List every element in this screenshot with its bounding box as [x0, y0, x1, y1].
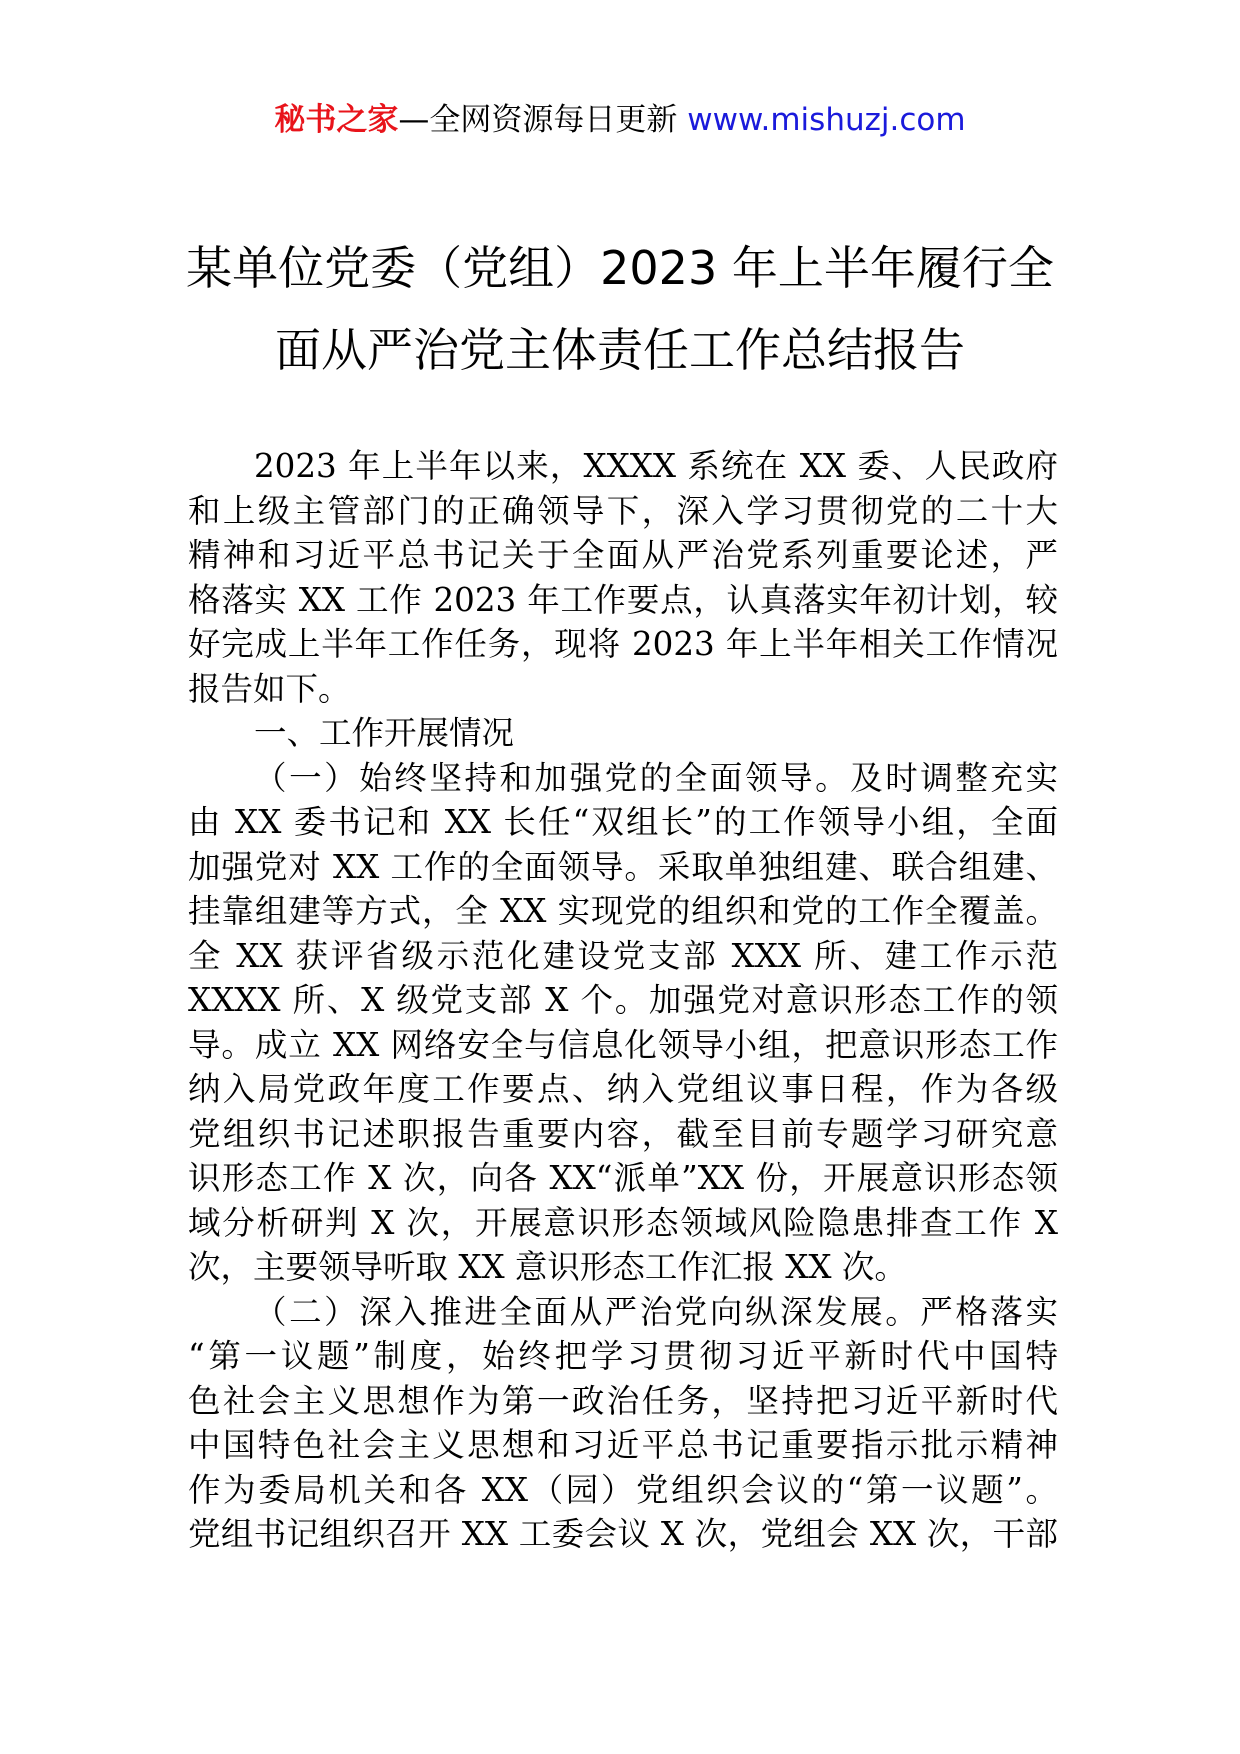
body-line: 由 XX 委书记和 XX 长任“双组长”的工作领导小组，全面: [188, 803, 1058, 841]
body-line: 识形态工作 X 次，向各 XX“派单”XX 份，开展意识形态领: [188, 1159, 1058, 1197]
body-line: 导。成立 XX 网络安全与信息化领导小组，把意识形态工作: [188, 1025, 1058, 1064]
body-line: 作为委局机关和各 XX（园）党组织会议的“第一议题”。: [188, 1470, 1058, 1509]
body-line: 精神和习近平总书记关于全面从严治党系列重要论述，严: [188, 536, 1058, 574]
body-line: 色社会主义思想作为第一政治任务，坚持把习近平新时代: [188, 1381, 1058, 1420]
site-banner: [0, 100, 1240, 140]
body-line: （二）深入推进全面从严治党向纵深发展。严格落实: [254, 1292, 1058, 1331]
document-body: [188, 444, 1058, 1557]
body-line: 域分析研判 X 次，开展意识形态领域风险隐患排查工作 X: [188, 1203, 1058, 1242]
title-line-1: 某单位党委（党组）2023 年上半年履行全: [186, 241, 1054, 295]
body-line: “第一议题”制度，始终把学习贯彻习近平新时代中国特: [188, 1337, 1058, 1375]
body-line: 报告如下。: [188, 669, 351, 708]
body-line: 好完成上半年工作任务，现将 2023 年上半年相关工作情况: [188, 625, 1058, 663]
body-line: 次，主要领导听取 XX 意识形态工作汇报 XX 次。: [188, 1248, 907, 1286]
body-line: 纳入局党政年度工作要点、纳入党组议事日程，作为各级: [188, 1070, 1058, 1108]
body-line: 格落实 XX 工作 2023 年工作要点，认真落实年初计划，较: [188, 580, 1058, 619]
body-line: 党组织书记述职报告重要内容，截至目前专题学习研究意: [188, 1114, 1058, 1153]
body-line: 党组书记组织召开 XX 工委会议 X 次，党组会 XX 次，干部: [188, 1515, 1058, 1553]
body-line: 挂靠组建等方式，全 XX 实现党的组织和党的工作全覆盖。: [188, 892, 1058, 930]
title-line-2: 面从严治党主体责任工作总结报告: [275, 323, 965, 377]
document-title: [150, 227, 1090, 391]
section-heading: 一、工作开展情况: [254, 714, 515, 752]
body-line: 和上级主管部门的正确领导下，深入学习贯彻党的二十大: [188, 491, 1058, 530]
body-line: 中国特色社会主义思想和习近平总书记重要指示批示精神: [188, 1426, 1058, 1464]
body-line: 全 XX 获评省级示范化建设党支部 XXX 所、建工作示范: [188, 936, 1058, 975]
brand-name: 秘书之家: [274, 102, 399, 138]
body-line: XXXX 所、X 级党支部 X 个。加强党对意识形态工作的领: [188, 981, 1058, 1019]
body-line: （一）始终坚持和加强党的全面领导。及时调整充实: [254, 758, 1058, 797]
banner-tagline: —全网资源每日更新: [398, 102, 688, 138]
body-line: 2023 年上半年以来，XXXX 系统在 XX 委、人民政府: [254, 447, 1058, 485]
body-line: 加强党对 XX 工作的全面领导。采取单独组建、联合组建、: [188, 847, 1058, 886]
site-url-link[interactable]: www.mishuzj.com: [687, 102, 966, 138]
